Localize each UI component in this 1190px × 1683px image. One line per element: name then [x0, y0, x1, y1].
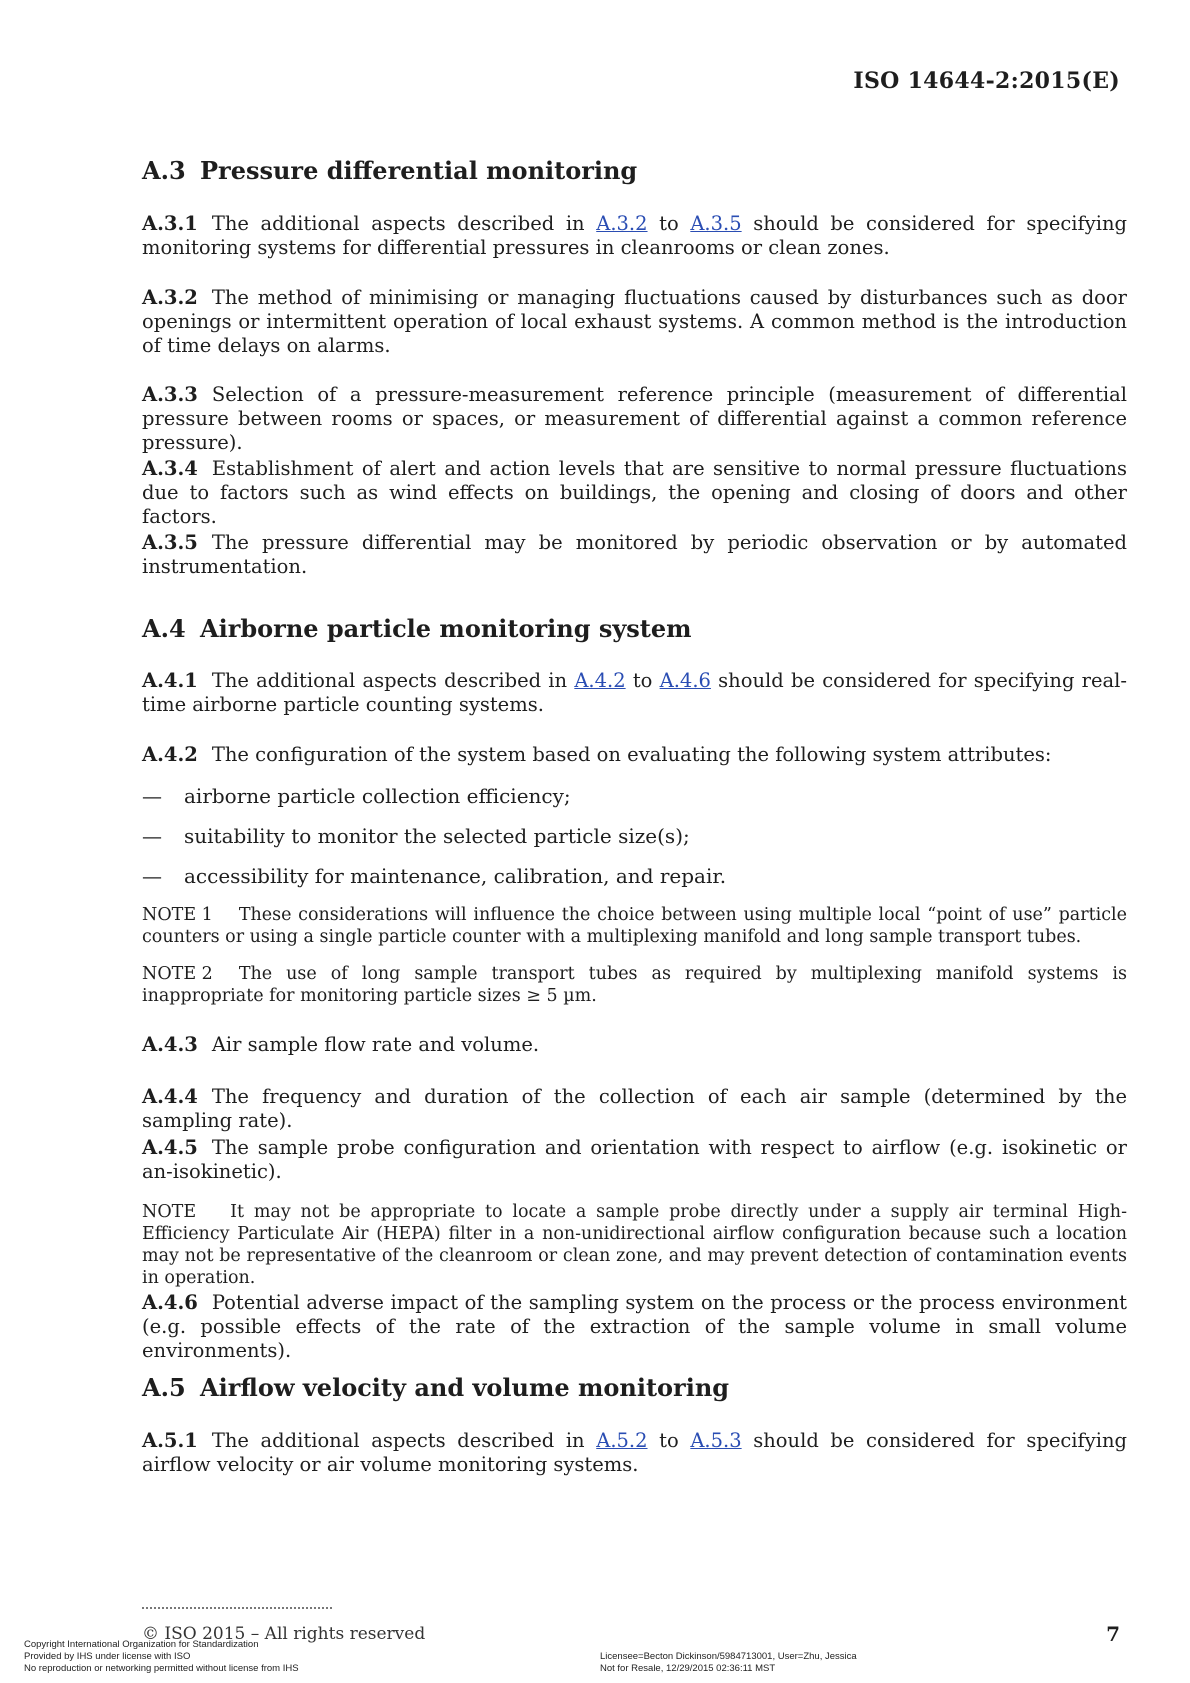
clause-number: A.3.5 — [142, 531, 198, 554]
clause-a3-2 — [142, 286, 1127, 358]
clause-text: should be considered for specifying airflow velocity or air volume monitoring systems. — [142, 1429, 1128, 1476]
page-number: 7 — [1106, 1622, 1120, 1646]
clause-number: A.3.3 — [142, 383, 198, 406]
clause-number: A.3.2 — [142, 286, 198, 309]
clause-text: Air sample flow rate and volume. — [211, 1033, 540, 1056]
clause-text: to — [659, 212, 679, 235]
clause-a4-1 — [142, 669, 1127, 717]
stamp-line: Provided by IHS under license with ISO — [24, 1651, 191, 1662]
link-a5-3[interactable]: A.5.3 — [690, 1429, 742, 1452]
list-item — [142, 824, 690, 848]
clause-number: A.5.1 — [142, 1429, 198, 1452]
clause-text: The additional aspects described in — [211, 669, 568, 692]
link-a4-6[interactable]: A.4.6 — [659, 669, 711, 692]
clause-text: The additional aspects described in — [211, 1429, 585, 1452]
clause-number: A.3.4 — [142, 457, 198, 480]
section-title: Airborne particle monitoring system — [200, 614, 692, 643]
note-label: NOTE 2 — [142, 964, 213, 984]
section-number: A.3 — [142, 156, 186, 185]
clause-number: A.4.4 — [142, 1085, 198, 1108]
section-number: A.4 — [142, 614, 186, 643]
clause-text: to — [659, 1429, 679, 1452]
clause-text: Potential adverse impact of the sampling system on the process or the process environment (e.g. possible effects of the rate of the extraction of the sample volume in small volume environments). — [142, 1291, 1127, 1362]
clause-number: A.4.3 — [142, 1033, 198, 1056]
clause-a4-2 — [142, 743, 1127, 767]
clause-a3-3 — [142, 383, 1127, 455]
document-id: ISO 14644-2:2015(E) — [853, 68, 1120, 94]
clause-a3-4 — [142, 457, 1127, 529]
clause-number: A.4.2 — [142, 743, 198, 766]
note-3 — [142, 1201, 1127, 1289]
stamp-line: Not for Resale, 12/29/2015 02:36:11 MST — [600, 1663, 776, 1674]
stamp-line: No reproduction or networking permitted without license from IHS — [24, 1663, 299, 1674]
clause-a4-4 — [142, 1085, 1127, 1133]
clause-text: The additional aspects described in — [211, 212, 585, 235]
note-text: The use of long sample transport tubes as required by multiplexing manifold systems is inappropriate for monitoring particle sizes ≥ 5 µm. — [142, 964, 1127, 1006]
list-item — [142, 784, 571, 808]
section-number: A.5 — [142, 1373, 186, 1402]
list-item-text: accessibility for maintenance, calibration, and repair. — [184, 864, 727, 888]
link-a5-2[interactable]: A.5.2 — [596, 1429, 648, 1452]
link-a3-5[interactable]: A.3.5 — [690, 212, 742, 235]
link-a3-2[interactable]: A.3.2 — [596, 212, 648, 235]
clause-text: should be considered for specifying real-time airborne particle counting systems. — [142, 669, 1127, 716]
section-heading-a5 — [142, 1373, 729, 1402]
license-stamp-left — [24, 1639, 299, 1675]
clause-number: A.4.1 — [142, 669, 198, 692]
clause-a4-6 — [142, 1291, 1127, 1363]
footer-divider — [142, 1607, 332, 1611]
clause-text: to — [632, 669, 653, 692]
section-title: Pressure differential monitoring — [200, 156, 638, 185]
license-stamp-right — [600, 1651, 857, 1675]
section-heading-a4 — [142, 614, 692, 643]
clause-a3-1 — [142, 212, 1127, 260]
clause-text: The frequency and duration of the collection of each air sample (determined by the sampling rate). — [142, 1085, 1127, 1132]
clause-text: Establishment of alert and action levels that are sensitive to normal pressure fluctuations due to factors such as wind effects on buildings, the opening and closing of doors and other factors. — [142, 457, 1127, 528]
note-label: NOTE 1 — [142, 905, 213, 925]
clause-number: A.3.1 — [142, 212, 198, 235]
list-item-text: suitability to monitor the selected particle size(s); — [184, 824, 690, 848]
dash-bullet: — — [142, 864, 162, 888]
list-item-text: airborne particle collection efficiency; — [184, 784, 571, 808]
clause-text: The sample probe configuration and orientation with respect to airflow (e.g. isokinetic or an-isokinetic). — [142, 1136, 1127, 1183]
clause-a3-5 — [142, 531, 1127, 579]
note-2 — [142, 963, 1127, 1007]
note-text: It may not be appropriate to locate a sample probe directly under a supply air terminal High-Efficiency Particulate Air (HEPA) filter in a non-unidirectional airflow configuration because such a location may not be representative of the cleanroom or clean zone, and may prevent detection of contamination events in operation. — [142, 1202, 1127, 1288]
link-a4-2[interactable]: A.4.2 — [574, 669, 626, 692]
clause-a5-1 — [142, 1429, 1127, 1477]
clause-a4-3 — [142, 1033, 1127, 1057]
dash-bullet: — — [142, 824, 162, 848]
dash-bullet: — — [142, 784, 162, 808]
note-text: These considerations will influence the choice between using multiple local “point of use” particle counters or using a single particle counter with a multiplexing manifold and long sample transport tubes. — [142, 905, 1127, 947]
stamp-line: Licensee=Becton Dickinson/5984713001, User=Zhu, Jessica — [600, 1651, 857, 1662]
list-item — [142, 864, 726, 888]
clause-text: The pressure differential may be monitored by periodic observation or by automated instrumentation. — [142, 531, 1127, 578]
clause-a4-5 — [142, 1136, 1127, 1184]
section-title: Airflow velocity and volume monitoring — [200, 1373, 730, 1402]
clause-text: The method of minimising or managing fluctuations caused by disturbances such as door openings or intermittent operation of local exhaust systems. A common method is the introduction of time delays on alarms. — [142, 286, 1127, 357]
clause-number: A.4.6 — [142, 1291, 198, 1314]
section-heading-a3 — [142, 156, 637, 185]
note-1 — [142, 904, 1127, 948]
clause-text: The configuration of the system based on evaluating the following system attributes: — [211, 743, 1052, 766]
clause-number: A.4.5 — [142, 1136, 198, 1159]
clause-text: Selection of a pressure-measurement reference principle (measurement of differential pressure between rooms or spaces, or measurement of differential against a common reference pressure). — [142, 383, 1127, 454]
copyright-notice: © ISO 2015 – All rights reserved — [142, 1624, 426, 1644]
stamp-line: Copyright International Organization for Standardization — [24, 1639, 259, 1650]
note-label: NOTE — [142, 1202, 197, 1222]
clause-text: should be considered for specifying monitoring systems for differential pressures in cleanrooms or clean zones. — [142, 212, 1128, 259]
